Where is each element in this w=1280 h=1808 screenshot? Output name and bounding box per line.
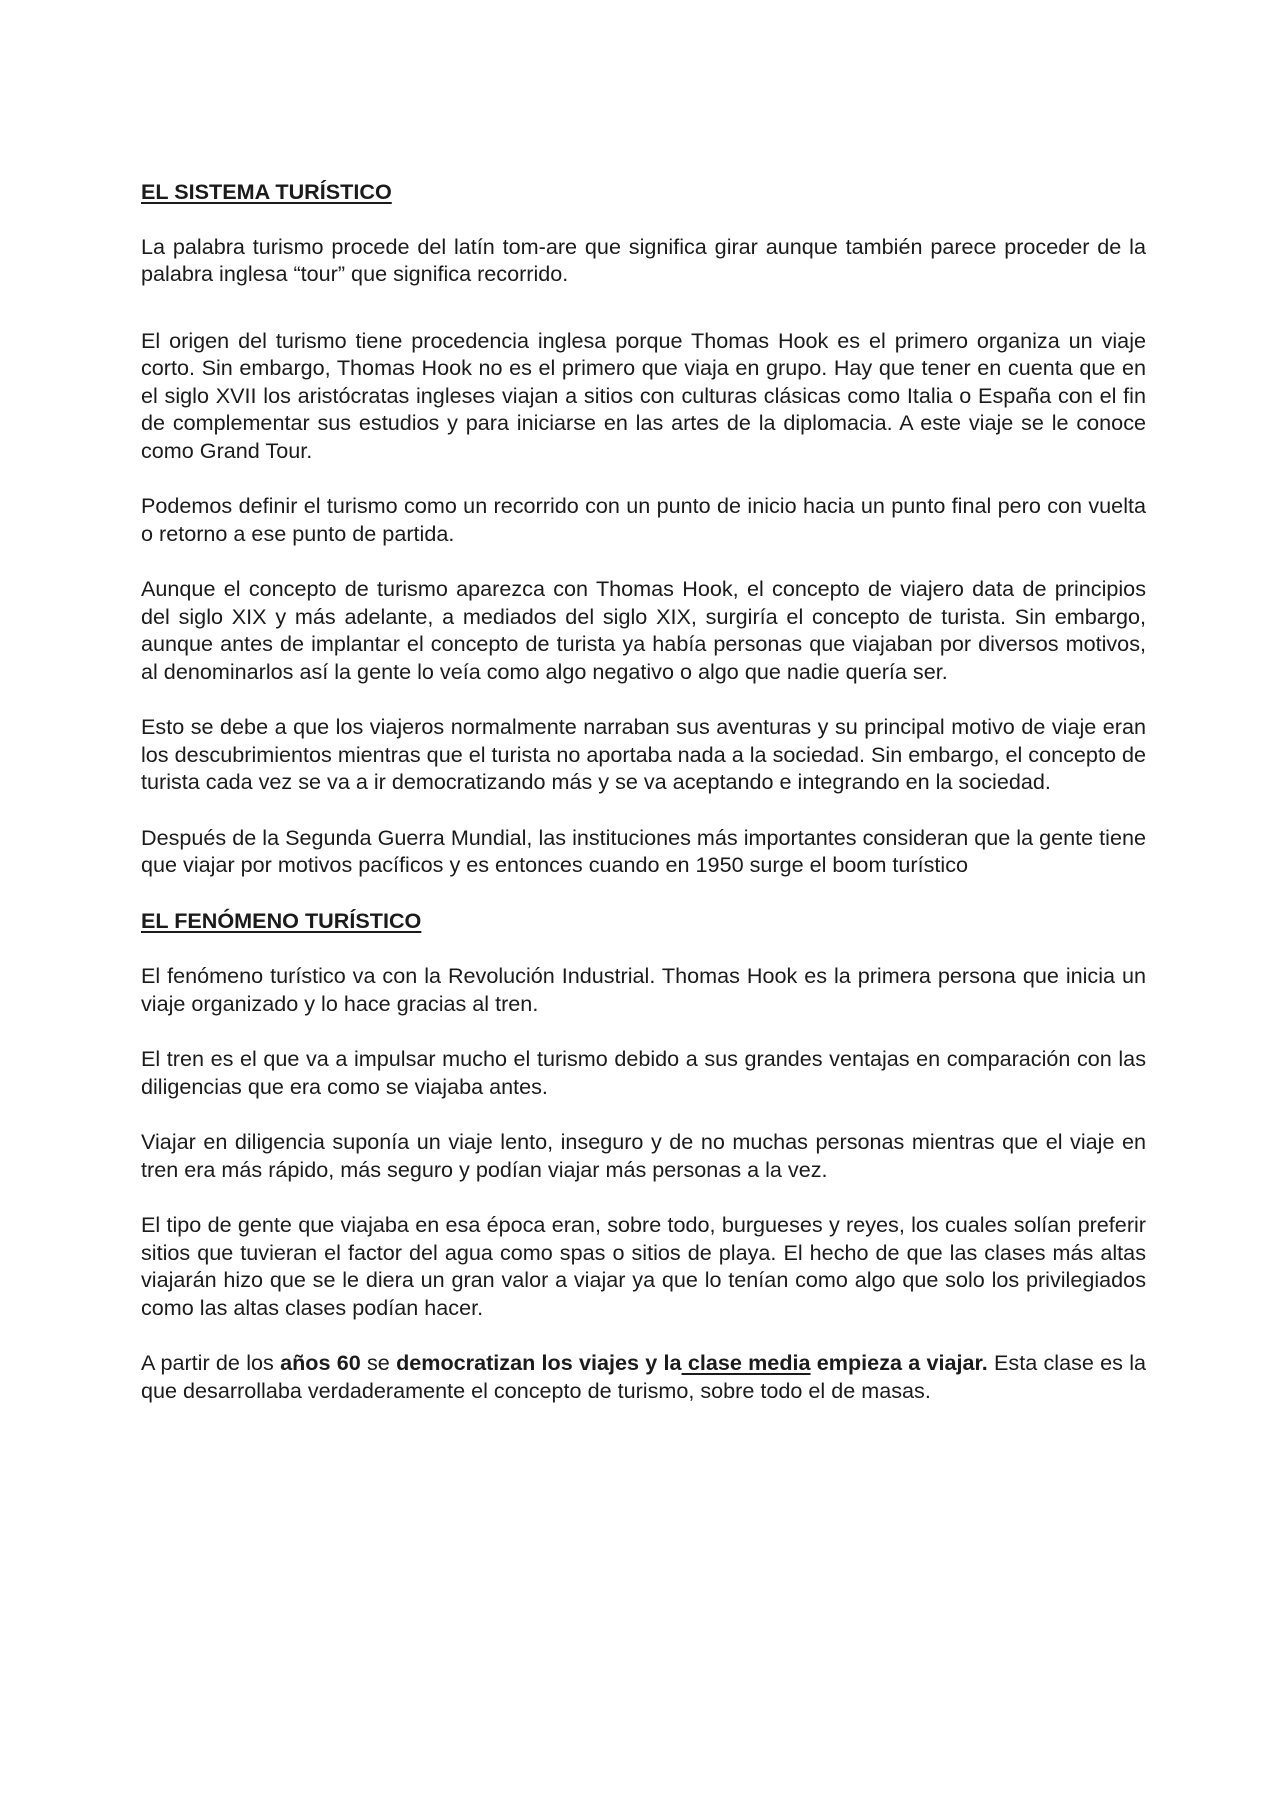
paragraph: Esto se debe a que los viajeros normalmente narraban sus aventuras y su principal motivo de viaje eran los descubrimientos mientras que el turista no aportaba nada a la sociedad. Sin embargo, el concepto de turista cada vez se va a ir democratizando más y se va aceptando e integrando en la sociedad. — [141, 714, 1146, 794]
paragraph: Podemos definir el turismo como un recorrido con un punto de inicio hacia un punto final pero con vuelta o retorno a ese punto de partida. — [141, 493, 1146, 546]
paragraph: Después de la Segunda Guerra Mundial, las instituciones más importantes consideran que la gente tiene que viajar por motivos pacíficos y es entonces cuando en 1950 surge el boom turístico — [141, 824, 1146, 877]
text-run: Esta clase es la que desarrollaba verdaderamente el concepto de turismo, sobre todo el de masas. — [141, 1350, 1147, 1403]
paragraph: El tren es el que va a impulsar mucho el turismo debido a sus grandes ventajas en comparación con las diligencias que era como se viajaba antes. — [141, 1046, 1146, 1099]
final-paragraph — [141, 1349, 1146, 1404]
paragraph: La palabra turismo procede del latín tom-are que significa girar aunque también parece proceder de la palabra inglesa “tour” que significa recorrido. — [141, 233, 1146, 286]
section-heading-sistema-turistico: EL SISTEMA TURÍSTICO — [141, 179, 392, 204]
section-heading-fenomeno-turistico: EL FENÓMENO TURÍSTICO — [141, 907, 422, 933]
paragraph: Viajar en diligencia suponía un viaje lento, inseguro y de no muchas personas mientras que el viaje en tren era más rápido, más seguro y podían viajar más personas a la vez. — [141, 1129, 1146, 1182]
bold-text: años 60 — [280, 1350, 361, 1375]
bold-underlined-text: clase media — [681, 1350, 811, 1375]
paragraph: El fenómeno turístico va con la Revolución Industrial. Thomas Hook es la primera persona que inicia un viaje organizado y lo hace gracias al tren. — [141, 963, 1146, 1016]
text-run: A partir de los — [141, 1350, 281, 1375]
paragraph: El tipo de gente que viajaba en esa época eran, sobre todo, burgueses y reyes, los cuales solían preferir sitios que tuvieran el factor del agua como spas o sitios de playa. El hecho de que las clases más altas viajarán hizo que se le diera un gran valor a viajar ya que lo tenían como algo que solo los privilegiados como las altas clases podían hacer. — [141, 1212, 1146, 1320]
bold-text: empieza a viajar. — [810, 1350, 988, 1375]
paragraph: Aunque el concepto de turismo aparezca con Thomas Hook, el concepto de viajero data de principios del siglo XIX y más adelante, a mediados del siglo XIX, surgiría el concepto de turista. Sin embargo, aunque antes de implantar el concepto de turista ya había personas que viajaban por diversos motivos, al denominarlos así la gente lo veía como algo negativo o algo que nadie quería ser. — [141, 576, 1146, 684]
paragraph: El origen del turismo tiene procedencia inglesa porque Thomas Hook es el primero organiza un viaje corto. Sin embargo, Thomas Hook no es el primero que viaja en grupo. Hay que tener en cuenta que en el siglo XVII los aristócratas ingleses viajan a sitios con culturas clásicas como Italia o España con el fin de complementar sus estudios y para iniciarse en las artes de la diplomacia. A este viaje se le conoce como Grand Tour. — [141, 327, 1146, 463]
text-run: se — [360, 1350, 397, 1375]
bold-text: democratizan los viajes y la — [396, 1350, 682, 1375]
document-body — [141, 178, 1146, 1404]
